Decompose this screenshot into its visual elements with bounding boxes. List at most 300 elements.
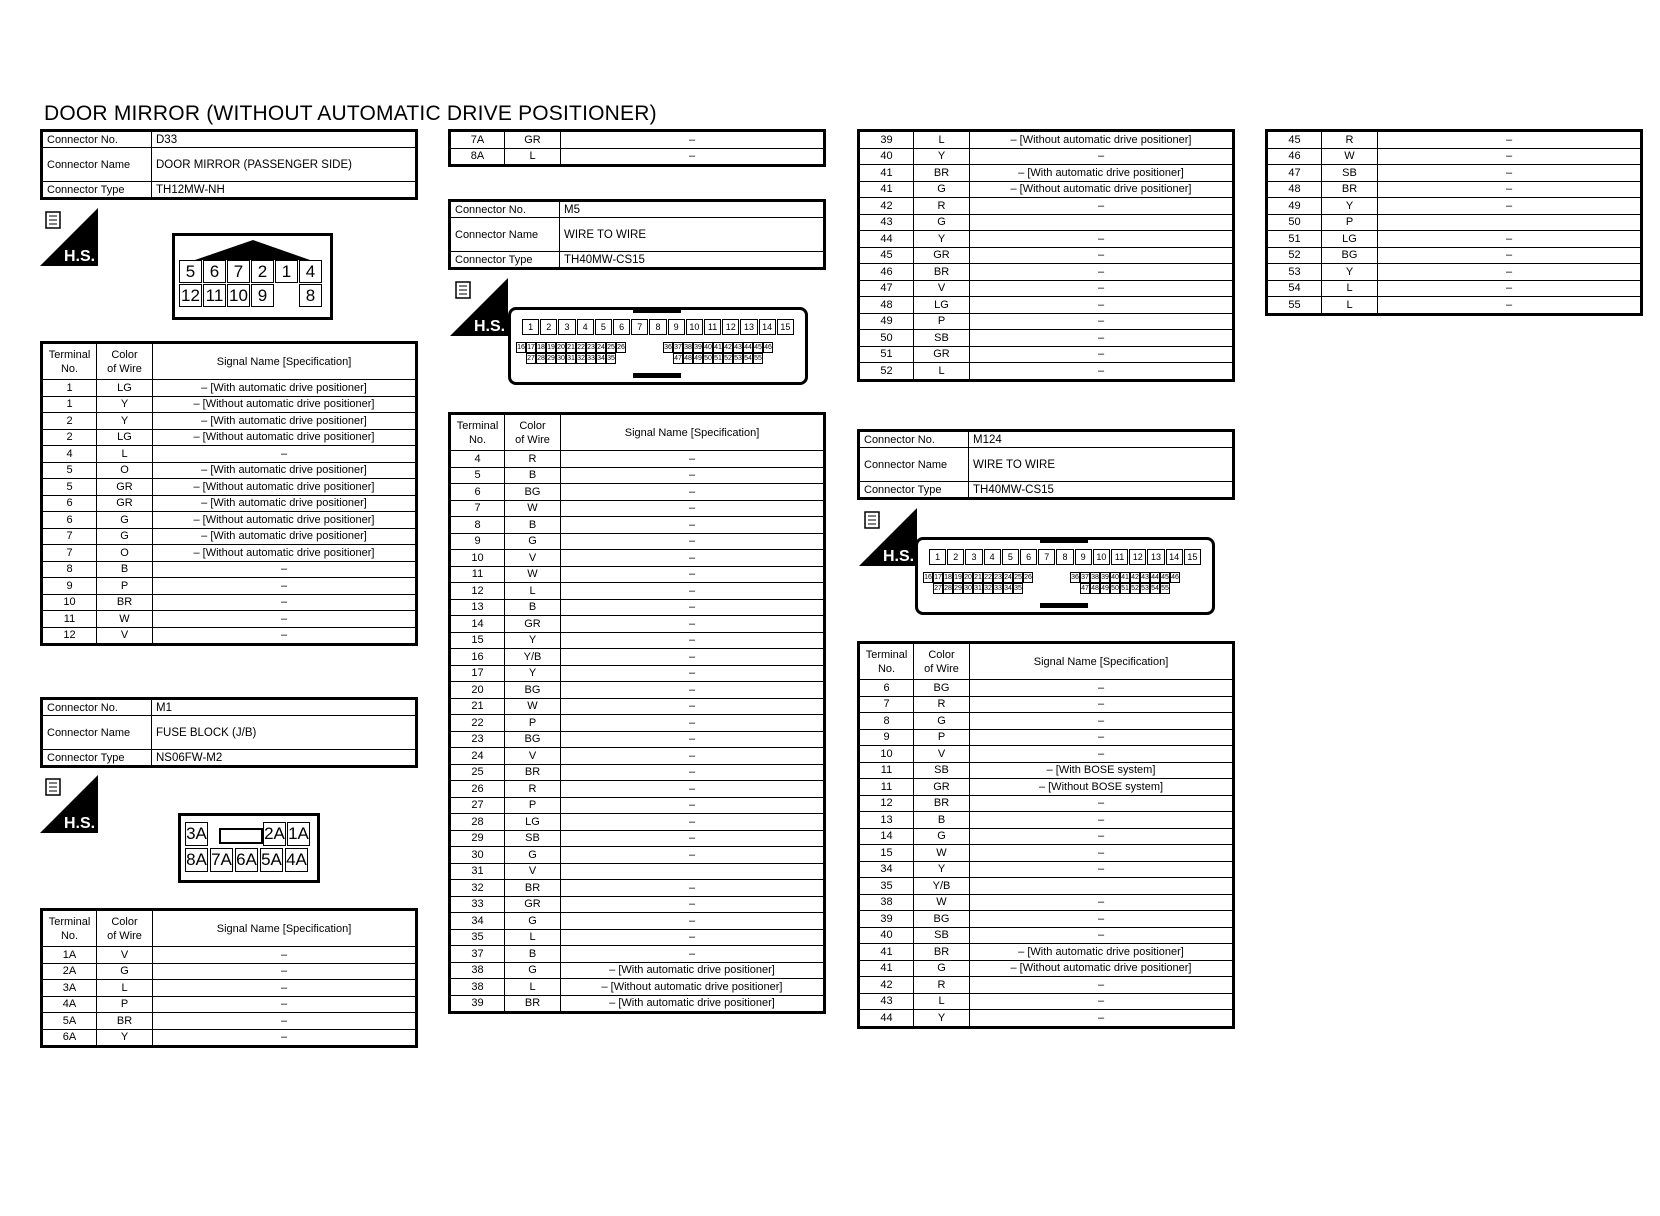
- terminal-no: 40: [859, 927, 914, 944]
- signal-name: –: [970, 198, 1234, 215]
- signal-name: –: [970, 713, 1234, 730]
- terminal-cell: 25: [607, 344, 615, 351]
- terminal-cell: 7: [227, 260, 250, 283]
- signal-name: – [Without automatic drive positioner]: [970, 131, 1234, 149]
- wire-color: B: [505, 467, 561, 484]
- terminal-cell: 32: [984, 585, 992, 592]
- signal-name: –: [153, 611, 417, 628]
- wire-color: BR: [505, 995, 561, 1013]
- signal-name: –: [1378, 280, 1642, 297]
- table-row: [859, 927, 1234, 944]
- connector-name-label: Connector Name: [42, 148, 152, 182]
- wire-color: L: [914, 131, 970, 149]
- table-row: [859, 861, 1234, 878]
- table-row: [859, 214, 1234, 231]
- wire-color: SB: [914, 927, 970, 944]
- table-row: [450, 731, 825, 748]
- terminal-cell: 2: [251, 260, 274, 283]
- signal-name: – [Without automatic drive positioner]: [153, 545, 417, 562]
- terminal-no: 9: [450, 533, 505, 550]
- table-row: [450, 665, 825, 682]
- table-row: [859, 779, 1234, 796]
- d33-pin-table: [40, 341, 418, 646]
- terminal-no: 39: [450, 995, 505, 1013]
- signal-name: –: [561, 830, 825, 847]
- wire-color: V: [914, 746, 970, 763]
- table-row: [42, 495, 417, 512]
- terminal-cell: 8: [1056, 549, 1073, 565]
- wire-color: SB: [914, 330, 970, 347]
- terminal-no: 9: [859, 729, 914, 746]
- table-row: [42, 413, 417, 430]
- table-row: [859, 346, 1234, 363]
- wire-color: R: [505, 781, 561, 798]
- table-row: [450, 467, 825, 484]
- signal-name-header: Signal Name [Specification]: [153, 343, 417, 380]
- terminal-cell: 47: [674, 355, 682, 362]
- terminal-cell: 12: [179, 284, 202, 307]
- wire-color: Y: [914, 231, 970, 248]
- wire-color: P: [97, 996, 153, 1013]
- wire-color: BG: [505, 484, 561, 501]
- terminal-cell: 47: [1081, 585, 1089, 592]
- signal-name: –: [153, 947, 417, 964]
- connector-name-value: DOOR MIRROR (PASSENGER SIDE): [152, 148, 417, 182]
- terminal-no: 49: [859, 313, 914, 330]
- terminal-cell: 10: [227, 284, 250, 307]
- wire-color: Y: [914, 861, 970, 878]
- signal-name: –: [1378, 247, 1642, 264]
- table-row: [859, 911, 1234, 928]
- table-row: [1267, 297, 1642, 315]
- table-row: [450, 599, 825, 616]
- table-row: [859, 977, 1234, 994]
- terminal-no: 41: [859, 960, 914, 977]
- wire-color: GR: [914, 247, 970, 264]
- table-row: [1267, 280, 1642, 297]
- terminal-no: 31: [450, 863, 505, 880]
- table-row: [859, 713, 1234, 730]
- wire-color: G: [505, 533, 561, 550]
- terminal-no: 24: [450, 748, 505, 765]
- terminal-no: 35: [859, 878, 914, 895]
- wire-color: G: [914, 214, 970, 231]
- signal-name: –: [1378, 264, 1642, 281]
- signal-name: –: [561, 566, 825, 583]
- connector-type-value: TH40MW-CS15: [969, 482, 1234, 499]
- table-row: [42, 396, 417, 413]
- terminal-cell: 33: [994, 585, 1002, 592]
- terminal-cell: 30: [557, 355, 565, 362]
- signal-name: –: [970, 861, 1234, 878]
- signal-name: – [Without automatic drive positioner]: [153, 479, 417, 496]
- wire-color: Y: [505, 632, 561, 649]
- terminal-cell: 4: [984, 549, 1001, 565]
- connector-no-value: D33: [152, 131, 417, 148]
- terminal-cell: 18: [944, 574, 952, 581]
- terminal-cell: 3A: [185, 822, 208, 846]
- table-row: [450, 131, 825, 149]
- connector-type-value: TH12MW-NH: [152, 182, 417, 199]
- signal-name: –: [970, 845, 1234, 862]
- terminal-cell: 19: [954, 574, 962, 581]
- table-row: [450, 682, 825, 699]
- terminal-no: 21: [450, 698, 505, 715]
- connector-type-label: Connector Type: [42, 750, 152, 767]
- terminal-no: 10: [859, 746, 914, 763]
- terminal-cell: 22: [577, 344, 585, 351]
- connector-no-value: M1: [152, 699, 417, 716]
- wire-color: G: [505, 962, 561, 979]
- wire-color: BG: [505, 731, 561, 748]
- wire-color: R: [914, 696, 970, 713]
- d33-info-block: [40, 129, 418, 200]
- signal-name: –: [970, 894, 1234, 911]
- terminal-cell: 32: [577, 355, 585, 362]
- wire-color: Y: [97, 396, 153, 413]
- terminal-no: 40: [859, 148, 914, 165]
- signal-name: – [With automatic drive positioner]: [153, 413, 417, 430]
- terminal-cell: 48: [1091, 585, 1099, 592]
- wire-color: P: [1322, 214, 1378, 231]
- wire-color: LG: [97, 429, 153, 446]
- connector-no-label: Connector No.: [42, 131, 152, 148]
- table-row: [859, 1010, 1234, 1028]
- signal-name: –: [561, 517, 825, 534]
- signal-name: –: [561, 632, 825, 649]
- wire-color: BR: [1322, 181, 1378, 198]
- wire-color: GR: [505, 616, 561, 633]
- terminal-cell: 2: [540, 319, 557, 335]
- terminal-cell: 42: [724, 344, 732, 351]
- wire-color: BG: [505, 682, 561, 699]
- terminal-no: 12: [42, 627, 97, 645]
- m5-info-block: [448, 199, 826, 270]
- terminal-no: 37: [450, 946, 505, 963]
- signal-name: – [With automatic drive positioner]: [153, 495, 417, 512]
- signal-name: – [Without automatic drive positioner]: [561, 979, 825, 996]
- terminal-cell: 2A: [263, 822, 286, 846]
- svg-text:H.S.: H.S.: [883, 548, 915, 565]
- signal-name-header: Signal Name [Specification]: [561, 414, 825, 451]
- table-row: [450, 649, 825, 666]
- signal-name: – [Without BOSE system]: [970, 779, 1234, 796]
- table-row: [450, 797, 825, 814]
- terminal-no: 13: [859, 812, 914, 829]
- terminal-no: 26: [450, 781, 505, 798]
- terminal-cell: 39: [1101, 574, 1109, 581]
- connector-name-label: Connector Name: [450, 218, 560, 252]
- terminal-cell: 3: [558, 319, 575, 335]
- wire-color: BG: [914, 911, 970, 928]
- wire-color: O: [97, 545, 153, 562]
- m124-info-block: [857, 429, 1235, 500]
- signal-name: –: [1378, 297, 1642, 315]
- signal-name: –: [561, 913, 825, 930]
- terminal-cell: 54: [744, 355, 752, 362]
- terminal-no: 15: [859, 845, 914, 862]
- terminal-no: 51: [859, 346, 914, 363]
- terminal-cell: 8: [649, 319, 666, 335]
- table-row: [42, 627, 417, 645]
- terminal-cell: 20: [964, 574, 972, 581]
- terminal-cell: 40: [1111, 574, 1119, 581]
- terminal-cell: 34: [1004, 585, 1012, 592]
- table-row: [450, 863, 825, 880]
- signal-name: –: [970, 696, 1234, 713]
- signal-name: –: [561, 533, 825, 550]
- table-row: [859, 297, 1234, 314]
- wire-color: GR: [505, 896, 561, 913]
- table-row: [859, 181, 1234, 198]
- terminal-cell: 42: [1131, 574, 1139, 581]
- terminal-cell: 50: [704, 355, 712, 362]
- table-row: [450, 814, 825, 831]
- wire-color: V: [505, 863, 561, 880]
- signal-name: [970, 878, 1234, 895]
- wire-color: W: [914, 845, 970, 862]
- signal-name: –: [153, 627, 417, 645]
- m5-pin-table-continued: [857, 129, 1235, 382]
- signal-name: –: [970, 680, 1234, 697]
- wire-color: L: [97, 980, 153, 997]
- signal-name: –: [970, 993, 1234, 1010]
- signal-name: –: [970, 795, 1234, 812]
- terminal-cell: 49: [694, 355, 702, 362]
- table-row: [859, 812, 1234, 829]
- wire-color: L: [914, 993, 970, 1010]
- signal-name: –: [561, 698, 825, 715]
- wire-color: Y: [914, 148, 970, 165]
- terminal-no: 6: [42, 512, 97, 529]
- wire-color: G: [914, 713, 970, 730]
- signal-name: –: [1378, 131, 1642, 149]
- signal-name: [1378, 214, 1642, 231]
- terminal-no: 7: [450, 500, 505, 517]
- wire-color-header: Color of Wire: [505, 414, 561, 451]
- signal-name: –: [153, 1013, 417, 1030]
- table-row: [450, 781, 825, 798]
- terminal-no: 10: [42, 594, 97, 611]
- wire-color: R: [914, 198, 970, 215]
- table-row: [859, 729, 1234, 746]
- wire-color: V: [97, 627, 153, 645]
- svg-text:H.S.: H.S.: [64, 248, 96, 265]
- signal-name: –: [970, 812, 1234, 829]
- terminal-cell: 55: [1161, 585, 1169, 592]
- terminal-cell: 33: [587, 355, 595, 362]
- signal-name: [970, 214, 1234, 231]
- terminal-no: 1: [42, 396, 97, 413]
- terminal-no: 1: [42, 380, 97, 397]
- wire-color: Y: [914, 1010, 970, 1028]
- terminal-cell: 37: [1081, 574, 1089, 581]
- terminal-no: 45: [1267, 131, 1322, 149]
- table-row: [42, 479, 417, 496]
- terminal-cell: 53: [734, 355, 742, 362]
- terminal-cell: 6: [1020, 549, 1037, 565]
- signal-name: –: [561, 665, 825, 682]
- table-row: [450, 566, 825, 583]
- signal-name: –: [561, 451, 825, 468]
- terminal-no: 47: [1267, 165, 1322, 182]
- terminal-cell: 10: [686, 319, 703, 335]
- wire-color: B: [505, 517, 561, 534]
- terminal-cell: 52: [1131, 585, 1139, 592]
- wire-color: Y: [97, 413, 153, 430]
- wire-color: G: [97, 528, 153, 545]
- terminal-cell: 24: [597, 344, 605, 351]
- table-row: [450, 962, 825, 979]
- terminal-no: 48: [1267, 181, 1322, 198]
- wire-color: BR: [97, 594, 153, 611]
- table-row: [859, 762, 1234, 779]
- wire-color: Y: [1322, 264, 1378, 281]
- table-row: [1267, 165, 1642, 182]
- wire-color: W: [914, 894, 970, 911]
- wire-color: L: [1322, 297, 1378, 315]
- wire-color: SB: [914, 762, 970, 779]
- wire-color-header: Color of Wire: [914, 643, 970, 680]
- wire-color: L: [97, 446, 153, 463]
- signal-name: –: [561, 599, 825, 616]
- table-row: [859, 845, 1234, 862]
- terminal-cell: 5: [179, 260, 202, 283]
- terminal-no: 50: [1267, 214, 1322, 231]
- table-row: [1267, 247, 1642, 264]
- table-row: [859, 198, 1234, 215]
- terminal-no: 6: [859, 680, 914, 697]
- terminal-no: 38: [450, 979, 505, 996]
- table-row: [42, 545, 417, 562]
- signal-name: –: [1378, 198, 1642, 215]
- terminal-no: 11: [42, 611, 97, 628]
- terminal-no-header: Terminal No.: [42, 910, 97, 947]
- terminal-no: 12: [450, 583, 505, 600]
- connector-name-label: Connector Name: [42, 716, 152, 750]
- table-row: [450, 484, 825, 501]
- svg-text:H.S.: H.S.: [474, 318, 506, 335]
- signal-name: – [With BOSE system]: [970, 762, 1234, 779]
- table-row: [450, 896, 825, 913]
- terminal-cell: 11: [1111, 549, 1128, 565]
- terminal-no: 41: [859, 944, 914, 961]
- table-row: [859, 894, 1234, 911]
- table-row: [42, 561, 417, 578]
- connector-no-value: M5: [560, 201, 825, 218]
- table-row: [859, 944, 1234, 961]
- signal-name: –: [561, 797, 825, 814]
- signal-name: –: [561, 764, 825, 781]
- wire-color: BR: [505, 880, 561, 897]
- wire-color: L: [505, 148, 561, 166]
- terminal-cell: 29: [954, 585, 962, 592]
- wire-color: V: [505, 748, 561, 765]
- signal-name: –: [970, 729, 1234, 746]
- wire-color: W: [505, 566, 561, 583]
- signal-name: – [With automatic drive positioner]: [561, 962, 825, 979]
- terminal-cell: 4: [577, 319, 594, 335]
- table-row: [450, 632, 825, 649]
- signal-name: –: [153, 980, 417, 997]
- terminal-no: 43: [859, 993, 914, 1010]
- signal-name: – [With automatic drive positioner]: [153, 462, 417, 479]
- terminal-no: 1A: [42, 947, 97, 964]
- table-row: [859, 746, 1234, 763]
- terminal-cell: 31: [974, 585, 982, 592]
- connector-type-value: NS06FW-M2: [152, 750, 417, 767]
- terminal-cell: 24: [1004, 574, 1012, 581]
- signal-name: –: [561, 131, 825, 149]
- terminal-cell: 2: [947, 549, 964, 565]
- connector-no-label: Connector No.: [450, 201, 560, 218]
- wire-color: L: [505, 929, 561, 946]
- table-row: [450, 148, 825, 166]
- terminal-cell: 53: [1141, 585, 1149, 592]
- terminal-cell: 54: [1151, 585, 1159, 592]
- wire-color-header: Color of Wire: [97, 910, 153, 947]
- table-row: [42, 429, 417, 446]
- terminal-cell: 51: [714, 355, 722, 362]
- terminal-cell: 15: [777, 319, 794, 335]
- wire-color: L: [505, 979, 561, 996]
- terminal-cell: 40: [704, 344, 712, 351]
- terminal-no: 5A: [42, 1013, 97, 1030]
- terminal-cell: 7: [1038, 549, 1055, 565]
- terminal-no: 42: [859, 977, 914, 994]
- terminal-no: 46: [859, 264, 914, 281]
- signal-name: –: [153, 963, 417, 980]
- terminal-no: 47: [859, 280, 914, 297]
- terminal-no: 13: [450, 599, 505, 616]
- terminal-cell: 11: [203, 284, 226, 307]
- page-title: DOOR MIRROR (WITHOUT AUTOMATIC DRIVE POSITIONER): [44, 102, 657, 125]
- terminal-cell: 13: [1147, 549, 1164, 565]
- terminal-no: 9: [42, 578, 97, 595]
- terminal-cell: 25: [1014, 574, 1022, 581]
- signal-name: –: [970, 264, 1234, 281]
- table-row: [42, 462, 417, 479]
- m1-pin-table-continued: [448, 129, 826, 167]
- terminal-no: 11: [859, 779, 914, 796]
- terminal-no: 4A: [42, 996, 97, 1013]
- wire-color: LG: [1322, 231, 1378, 248]
- terminal-cell: 26: [1024, 574, 1032, 581]
- terminal-no: 49: [1267, 198, 1322, 215]
- svg-text:H.S.: H.S.: [64, 815, 96, 832]
- wire-color: BR: [914, 264, 970, 281]
- signal-name: –: [561, 781, 825, 798]
- wire-color: G: [914, 828, 970, 845]
- harness-side-icon: [40, 775, 98, 833]
- table-row: [42, 611, 417, 628]
- table-row: [859, 960, 1234, 977]
- wire-color: R: [914, 977, 970, 994]
- terminal-cell: 1: [522, 319, 539, 335]
- wire-color: LG: [914, 297, 970, 314]
- terminal-no: 20: [450, 682, 505, 699]
- terminal-cell: 9: [1075, 549, 1092, 565]
- terminal-cell: 26: [617, 344, 625, 351]
- fuse-slot: [219, 828, 263, 844]
- wire-color: L: [505, 583, 561, 600]
- signal-name: –: [970, 746, 1234, 763]
- terminal-cell: 35: [1014, 585, 1022, 592]
- signal-name: –: [970, 330, 1234, 347]
- table-row: [859, 330, 1234, 347]
- terminal-no: 53: [1267, 264, 1322, 281]
- terminal-cell: 38: [1091, 574, 1099, 581]
